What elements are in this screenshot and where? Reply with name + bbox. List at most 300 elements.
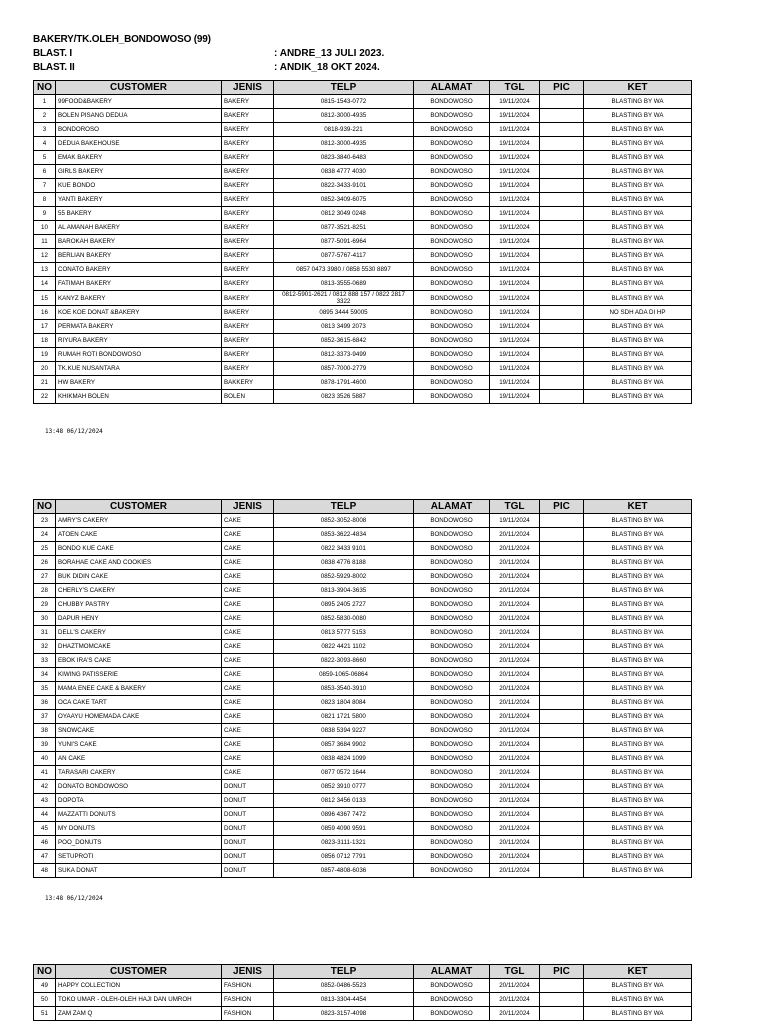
cell-jenis: DONUT (222, 850, 274, 864)
cell-ket: BLASTING BY WA (584, 612, 692, 626)
cell-pic (540, 207, 584, 221)
cell-no: 7 (34, 179, 56, 193)
cell-no: 20 (34, 362, 56, 376)
cell-telp: 0838 4824 1099 (274, 752, 414, 766)
cell-jenis: BOLEN (222, 390, 274, 404)
cell-telp: 0823-3840-6483 (274, 151, 414, 165)
cell-ket: NO SDH ADA DI HP (584, 306, 692, 320)
cell-alamat: BONDOWOSO (414, 612, 490, 626)
column-header-ket: KET (584, 965, 692, 979)
cell-alamat: BONDOWOSO (414, 109, 490, 123)
cell-telp: 0818-939-221 (274, 123, 414, 137)
cell-alamat: BONDOWOSO (414, 766, 490, 780)
cell-customer: BERLIAN BAKERY (56, 249, 222, 263)
cell-jenis: BAKERY (222, 165, 274, 179)
table-row (34, 822, 692, 836)
cell-jenis: DONUT (222, 836, 274, 850)
cell-ket: BLASTING BY WA (584, 864, 692, 878)
cell-tgl: 20/11/2024 (490, 612, 540, 626)
cell-tgl: 20/11/2024 (490, 584, 540, 598)
cell-customer: OCA CAKE TART (56, 696, 222, 710)
cell-ket: BLASTING BY WA (584, 95, 692, 109)
cell-tgl: 20/11/2024 (490, 542, 540, 556)
table-row (34, 348, 692, 362)
cell-telp: 0877-5767-4117 (274, 249, 414, 263)
cell-customer: AMRY'S CAKERY (56, 514, 222, 528)
table-row (34, 221, 692, 235)
table-row (34, 626, 692, 640)
cell-ket: BLASTING BY WA (584, 654, 692, 668)
column-header-pic: PIC (540, 81, 584, 95)
cell-tgl: 19/11/2024 (490, 165, 540, 179)
cell-ket: BLASTING BY WA (584, 362, 692, 376)
cell-pic (540, 556, 584, 570)
cell-telp: 0813 5777 5153 (274, 626, 414, 640)
cell-jenis: BAKERY (222, 123, 274, 137)
cell-no: 16 (34, 306, 56, 320)
cell-no: 44 (34, 808, 56, 822)
cell-no: 22 (34, 390, 56, 404)
cell-ket: BLASTING BY WA (584, 682, 692, 696)
cell-tgl: 19/11/2024 (490, 306, 540, 320)
cell-alamat: BONDOWOSO (414, 682, 490, 696)
cell-ket: BLASTING BY WA (584, 1007, 692, 1021)
cell-no: 42 (34, 780, 56, 794)
cell-jenis: BAKERY (222, 207, 274, 221)
cell-telp: 0838 4776 8188 (274, 556, 414, 570)
cell-customer: MAMA ENEE CAKE & BAKERY (56, 682, 222, 696)
cell-telp: 0812-3000-4935 (274, 109, 414, 123)
cell-tgl: 20/11/2024 (490, 738, 540, 752)
cell-alamat: BONDOWOSO (414, 263, 490, 277)
customer-table-page-2 (33, 499, 692, 878)
cell-ket: BLASTING BY WA (584, 584, 692, 598)
cell-telp: 0823-3111-1321 (274, 836, 414, 850)
cell-ket: BLASTING BY WA (584, 668, 692, 682)
cell-pic (540, 850, 584, 864)
table-header-row (34, 965, 692, 979)
cell-pic (540, 864, 584, 878)
cell-pic (540, 668, 584, 682)
table-row (34, 1007, 692, 1021)
cell-jenis: DONUT (222, 794, 274, 808)
table-row (34, 710, 692, 724)
cell-telp: 0852-5929-8002 (274, 570, 414, 584)
cell-no: 3 (34, 123, 56, 137)
cell-customer: CHUBBY PASTRY (56, 598, 222, 612)
column-header-jenis: JENIS (222, 965, 274, 979)
table-row (34, 528, 692, 542)
cell-pic (540, 640, 584, 654)
cell-alamat: BONDOWOSO (414, 668, 490, 682)
cell-jenis: FASHION (222, 993, 274, 1007)
column-header-no: NO (34, 500, 56, 514)
table-row (34, 808, 692, 822)
cell-ket: BLASTING BY WA (584, 320, 692, 334)
cell-tgl: 20/11/2024 (490, 696, 540, 710)
cell-ket: BLASTING BY WA (584, 542, 692, 556)
table-row (34, 151, 692, 165)
cell-customer: CHERLY'S CAKERY (56, 584, 222, 598)
cell-pic (540, 277, 584, 291)
cell-alamat: BONDOWOSO (414, 221, 490, 235)
cell-jenis: CAKE (222, 584, 274, 598)
cell-no: 5 (34, 151, 56, 165)
cell-jenis: BAKERY (222, 137, 274, 151)
cell-telp: 0822-3433-9101 (274, 179, 414, 193)
cell-ket: BLASTING BY WA (584, 249, 692, 263)
cell-telp: 0878-1791-4600 (274, 376, 414, 390)
cell-alamat: BONDOWOSO (414, 348, 490, 362)
cell-jenis: DONUT (222, 864, 274, 878)
cell-alamat: BONDOWOSO (414, 137, 490, 151)
cell-customer: 99FOOD&BAKERY (56, 95, 222, 109)
cell-tgl: 20/11/2024 (490, 752, 540, 766)
cell-telp: 0813 3499 2073 (274, 320, 414, 334)
cell-pic (540, 348, 584, 362)
cell-jenis: BAKERY (222, 320, 274, 334)
cell-ket: BLASTING BY WA (584, 348, 692, 362)
cell-alamat: BONDOWOSO (414, 334, 490, 348)
cell-alamat: BONDOWOSO (414, 794, 490, 808)
table-row (34, 836, 692, 850)
cell-customer: SNOWCAKE (56, 724, 222, 738)
cell-tgl: 20/11/2024 (490, 979, 540, 993)
cell-pic (540, 570, 584, 584)
cell-ket: BLASTING BY WA (584, 850, 692, 864)
cell-telp: 0812-3000-4935 (274, 137, 414, 151)
cell-ket: BLASTING BY WA (584, 151, 692, 165)
cell-telp: 0857 0473 3980 / 0858 5530 8897 (274, 263, 414, 277)
cell-pic (540, 752, 584, 766)
cell-alamat: BONDOWOSO (414, 390, 490, 404)
cell-customer: CONATO BAKERY (56, 263, 222, 277)
cell-customer: PERMATA BAKERY (56, 320, 222, 334)
cell-no: 35 (34, 682, 56, 696)
cell-jenis: CAKE (222, 654, 274, 668)
table-row (34, 179, 692, 193)
cell-customer: HAPPY COLLECTION (56, 979, 222, 993)
cell-ket: BLASTING BY WA (584, 993, 692, 1007)
cell-ket: BLASTING BY WA (584, 137, 692, 151)
cell-telp: 0812 3456 0133 (274, 794, 414, 808)
cell-no: 15 (34, 291, 56, 306)
table-row (34, 165, 692, 179)
cell-no: 1 (34, 95, 56, 109)
cell-pic (540, 780, 584, 794)
document-title: BAKERY/TK.OLEH_BONDOWOSO (99) (33, 34, 211, 45)
cell-tgl: 19/11/2024 (490, 277, 540, 291)
cell-tgl: 19/11/2024 (490, 348, 540, 362)
cell-ket: BLASTING BY WA (584, 640, 692, 654)
table-row (34, 109, 692, 123)
table-row (34, 306, 692, 320)
cell-alamat: BONDOWOSO (414, 738, 490, 752)
cell-customer: RIYURA BAKERY (56, 334, 222, 348)
table-row (34, 95, 692, 109)
cell-tgl: 19/11/2024 (490, 390, 540, 404)
cell-no: 31 (34, 626, 56, 640)
cell-tgl: 20/11/2024 (490, 528, 540, 542)
cell-no: 19 (34, 348, 56, 362)
cell-ket: BLASTING BY WA (584, 780, 692, 794)
cell-alamat: BONDOWOSO (414, 724, 490, 738)
cell-pic (540, 320, 584, 334)
table-row (34, 570, 692, 584)
cell-ket: BLASTING BY WA (584, 794, 692, 808)
cell-jenis: CAKE (222, 668, 274, 682)
cell-jenis: CAKE (222, 542, 274, 556)
cell-customer: BONDO KUE CAKE (56, 542, 222, 556)
cell-pic (540, 710, 584, 724)
cell-alamat: BONDOWOSO (414, 570, 490, 584)
cell-pic (540, 993, 584, 1007)
cell-pic (540, 221, 584, 235)
cell-telp: 0812 3049 0248 (274, 207, 414, 221)
table-row (34, 320, 692, 334)
cell-customer: BORAHAE CAKE AND COOKIES (56, 556, 222, 570)
table-row (34, 724, 692, 738)
cell-customer: HW BAKERY (56, 376, 222, 390)
cell-no: 23 (34, 514, 56, 528)
cell-customer: AL AMANAH BAKERY (56, 221, 222, 235)
cell-alamat: BONDOWOSO (414, 514, 490, 528)
cell-customer: RUMAH ROTI BONDOWOSO (56, 348, 222, 362)
cell-customer: DELL'S CAKERY (56, 626, 222, 640)
cell-customer: KOE KOE DONAT &BAKERY (56, 306, 222, 320)
cell-pic (540, 249, 584, 263)
table-row (34, 654, 692, 668)
cell-pic (540, 626, 584, 640)
cell-jenis: BAKERY (222, 362, 274, 376)
cell-jenis: CAKE (222, 598, 274, 612)
cell-customer: EMAK BAKERY (56, 151, 222, 165)
cell-no: 51 (34, 1007, 56, 1021)
blast-2-value: : ANDIK_18 OKT 2024. (274, 62, 380, 73)
cell-alamat: BONDOWOSO (414, 123, 490, 137)
cell-telp: 0877-5091-6964 (274, 235, 414, 249)
cell-customer: BOLEN PISANG DEDUA (56, 109, 222, 123)
column-header-tgl: TGL (490, 81, 540, 95)
cell-telp: 0857 3684 9902 (274, 738, 414, 752)
cell-customer: GIRLS BAKERY (56, 165, 222, 179)
cell-no: 38 (34, 724, 56, 738)
cell-customer: KUE BONDO (56, 179, 222, 193)
customer-table-page-3 (33, 964, 692, 1021)
cell-customer: TARASARI CAKERY (56, 766, 222, 780)
cell-alamat: BONDOWOSO (414, 95, 490, 109)
cell-tgl: 19/11/2024 (490, 291, 540, 306)
cell-pic (540, 263, 584, 277)
table-row (34, 979, 692, 993)
cell-alamat: BONDOWOSO (414, 626, 490, 640)
cell-ket: BLASTING BY WA (584, 235, 692, 249)
column-header-ket: KET (584, 81, 692, 95)
cell-jenis: CAKE (222, 556, 274, 570)
table-row (34, 249, 692, 263)
cell-no: 14 (34, 277, 56, 291)
cell-jenis: CAKE (222, 738, 274, 752)
cell-customer: KHIKMAH BOLEN (56, 390, 222, 404)
cell-telp: 0853-3622-4834 (274, 528, 414, 542)
cell-alamat: BONDOWOSO (414, 864, 490, 878)
cell-alamat: BONDOWOSO (414, 584, 490, 598)
table-row (34, 993, 692, 1007)
cell-telp: 0823-3157-4098 (274, 1007, 414, 1021)
cell-ket: BLASTING BY WA (584, 724, 692, 738)
cell-pic (540, 95, 584, 109)
cell-telp: 0853-3540-3910 (274, 682, 414, 696)
cell-pic (540, 376, 584, 390)
cell-tgl: 20/11/2024 (490, 626, 540, 640)
cell-customer: BUK DIDIN CAKE (56, 570, 222, 584)
cell-alamat: BONDOWOSO (414, 235, 490, 249)
cell-telp: 0877 0572 1644 (274, 766, 414, 780)
cell-no: 12 (34, 249, 56, 263)
cell-customer: MAZZATTI DONUTS (56, 808, 222, 822)
cell-customer: SUKA DONAT (56, 864, 222, 878)
cell-tgl: 20/11/2024 (490, 1007, 540, 1021)
cell-pic (540, 598, 584, 612)
table-row (34, 556, 692, 570)
cell-no: 41 (34, 766, 56, 780)
cell-tgl: 20/11/2024 (490, 850, 540, 864)
table-row (34, 850, 692, 864)
cell-telp: 0822-3093-8660 (274, 654, 414, 668)
column-header-jenis: JENIS (222, 500, 274, 514)
table-row (34, 864, 692, 878)
cell-pic (540, 514, 584, 528)
cell-jenis: BAKERY (222, 291, 274, 306)
cell-ket: BLASTING BY WA (584, 390, 692, 404)
cell-alamat: BONDOWOSO (414, 291, 490, 306)
table-header-row (34, 500, 692, 514)
cell-ket: BLASTING BY WA (584, 207, 692, 221)
cell-no: 28 (34, 584, 56, 598)
cell-tgl: 20/11/2024 (490, 780, 540, 794)
cell-telp: 0838 4777 4030 (274, 165, 414, 179)
cell-no: 43 (34, 794, 56, 808)
cell-customer: DAPUR HENY (56, 612, 222, 626)
cell-customer: DONATO BONDOWOSO (56, 780, 222, 794)
cell-tgl: 19/11/2024 (490, 334, 540, 348)
cell-customer: DEDUA BAKEHOUSE (56, 137, 222, 151)
cell-pic (540, 836, 584, 850)
cell-jenis: DONUT (222, 780, 274, 794)
table-row (34, 514, 692, 528)
cell-alamat: BONDOWOSO (414, 556, 490, 570)
cell-no: 32 (34, 640, 56, 654)
table-row (34, 668, 692, 682)
cell-telp: 0852 3910 0777 (274, 780, 414, 794)
table-row (34, 696, 692, 710)
cell-no: 49 (34, 979, 56, 993)
table-row (34, 752, 692, 766)
cell-ket: BLASTING BY WA (584, 123, 692, 137)
table-row (34, 235, 692, 249)
table-row (34, 263, 692, 277)
cell-pic (540, 137, 584, 151)
cell-tgl: 19/11/2024 (490, 235, 540, 249)
cell-no: 25 (34, 542, 56, 556)
cell-pic (540, 179, 584, 193)
cell-jenis: BAKERY (222, 306, 274, 320)
cell-customer: TOKO UMAR - OLEH-OLEH HAJI DAN UMROH (56, 993, 222, 1007)
cell-telp: 0857-7000-2779 (274, 362, 414, 376)
cell-no: 29 (34, 598, 56, 612)
cell-no: 48 (34, 864, 56, 878)
cell-telp: 0822 4421 1102 (274, 640, 414, 654)
cell-telp: 0859-1065-06864 (274, 668, 414, 682)
cell-tgl: 19/11/2024 (490, 179, 540, 193)
column-header-alamat: ALAMAT (414, 81, 490, 95)
cell-no: 8 (34, 193, 56, 207)
cell-ket: BLASTING BY WA (584, 710, 692, 724)
table-row (34, 584, 692, 598)
cell-customer: DOPOTA (56, 794, 222, 808)
column-header-telp: TELP (274, 965, 414, 979)
cell-alamat: BONDOWOSO (414, 850, 490, 864)
cell-customer: YUNI'S CAKE (56, 738, 222, 752)
cell-pic (540, 696, 584, 710)
cell-ket: BLASTING BY WA (584, 556, 692, 570)
cell-customer: MY DONUTS (56, 822, 222, 836)
cell-ket: BLASTING BY WA (584, 808, 692, 822)
cell-ket: BLASTING BY WA (584, 752, 692, 766)
cell-tgl: 20/11/2024 (490, 808, 540, 822)
cell-telp: 0852-3615-6842 (274, 334, 414, 348)
blast-2-label: BLAST. II (33, 62, 75, 73)
cell-customer: YANTI BAKERY (56, 193, 222, 207)
cell-no: 13 (34, 263, 56, 277)
cell-telp: 0823 3526 5887 (274, 390, 414, 404)
cell-telp: 0857-4808-6036 (274, 864, 414, 878)
cell-customer: ATOEN CAKE (56, 528, 222, 542)
cell-no: 50 (34, 993, 56, 1007)
cell-ket: BLASTING BY WA (584, 626, 692, 640)
cell-alamat: BONDOWOSO (414, 207, 490, 221)
cell-alamat: BONDOWOSO (414, 542, 490, 556)
cell-jenis: CAKE (222, 724, 274, 738)
cell-tgl: 20/11/2024 (490, 724, 540, 738)
cell-alamat: BONDOWOSO (414, 654, 490, 668)
cell-jenis: BAKERY (222, 221, 274, 235)
cell-pic (540, 808, 584, 822)
cell-telp: 0813-3555-0689 (274, 277, 414, 291)
table-header-row (34, 81, 692, 95)
cell-customer: EBOK IRA'S CAKE (56, 654, 222, 668)
cell-tgl: 19/11/2024 (490, 376, 540, 390)
cell-no: 9 (34, 207, 56, 221)
cell-jenis: CAKE (222, 766, 274, 780)
cell-pic (540, 235, 584, 249)
cell-no: 46 (34, 836, 56, 850)
cell-tgl: 20/11/2024 (490, 993, 540, 1007)
cell-pic (540, 612, 584, 626)
cell-pic (540, 979, 584, 993)
cell-tgl: 19/11/2024 (490, 249, 540, 263)
cell-alamat: BONDOWOSO (414, 780, 490, 794)
cell-alamat: BONDOWOSO (414, 277, 490, 291)
cell-customer: FATIMAH BAKERY (56, 277, 222, 291)
column-header-telp: TELP (274, 500, 414, 514)
cell-no: 11 (34, 235, 56, 249)
column-header-customer: CUSTOMER (56, 500, 222, 514)
table-row (34, 612, 692, 626)
cell-customer: BAROKAH BAKERY (56, 235, 222, 249)
table-row (34, 362, 692, 376)
cell-tgl: 19/11/2024 (490, 320, 540, 334)
